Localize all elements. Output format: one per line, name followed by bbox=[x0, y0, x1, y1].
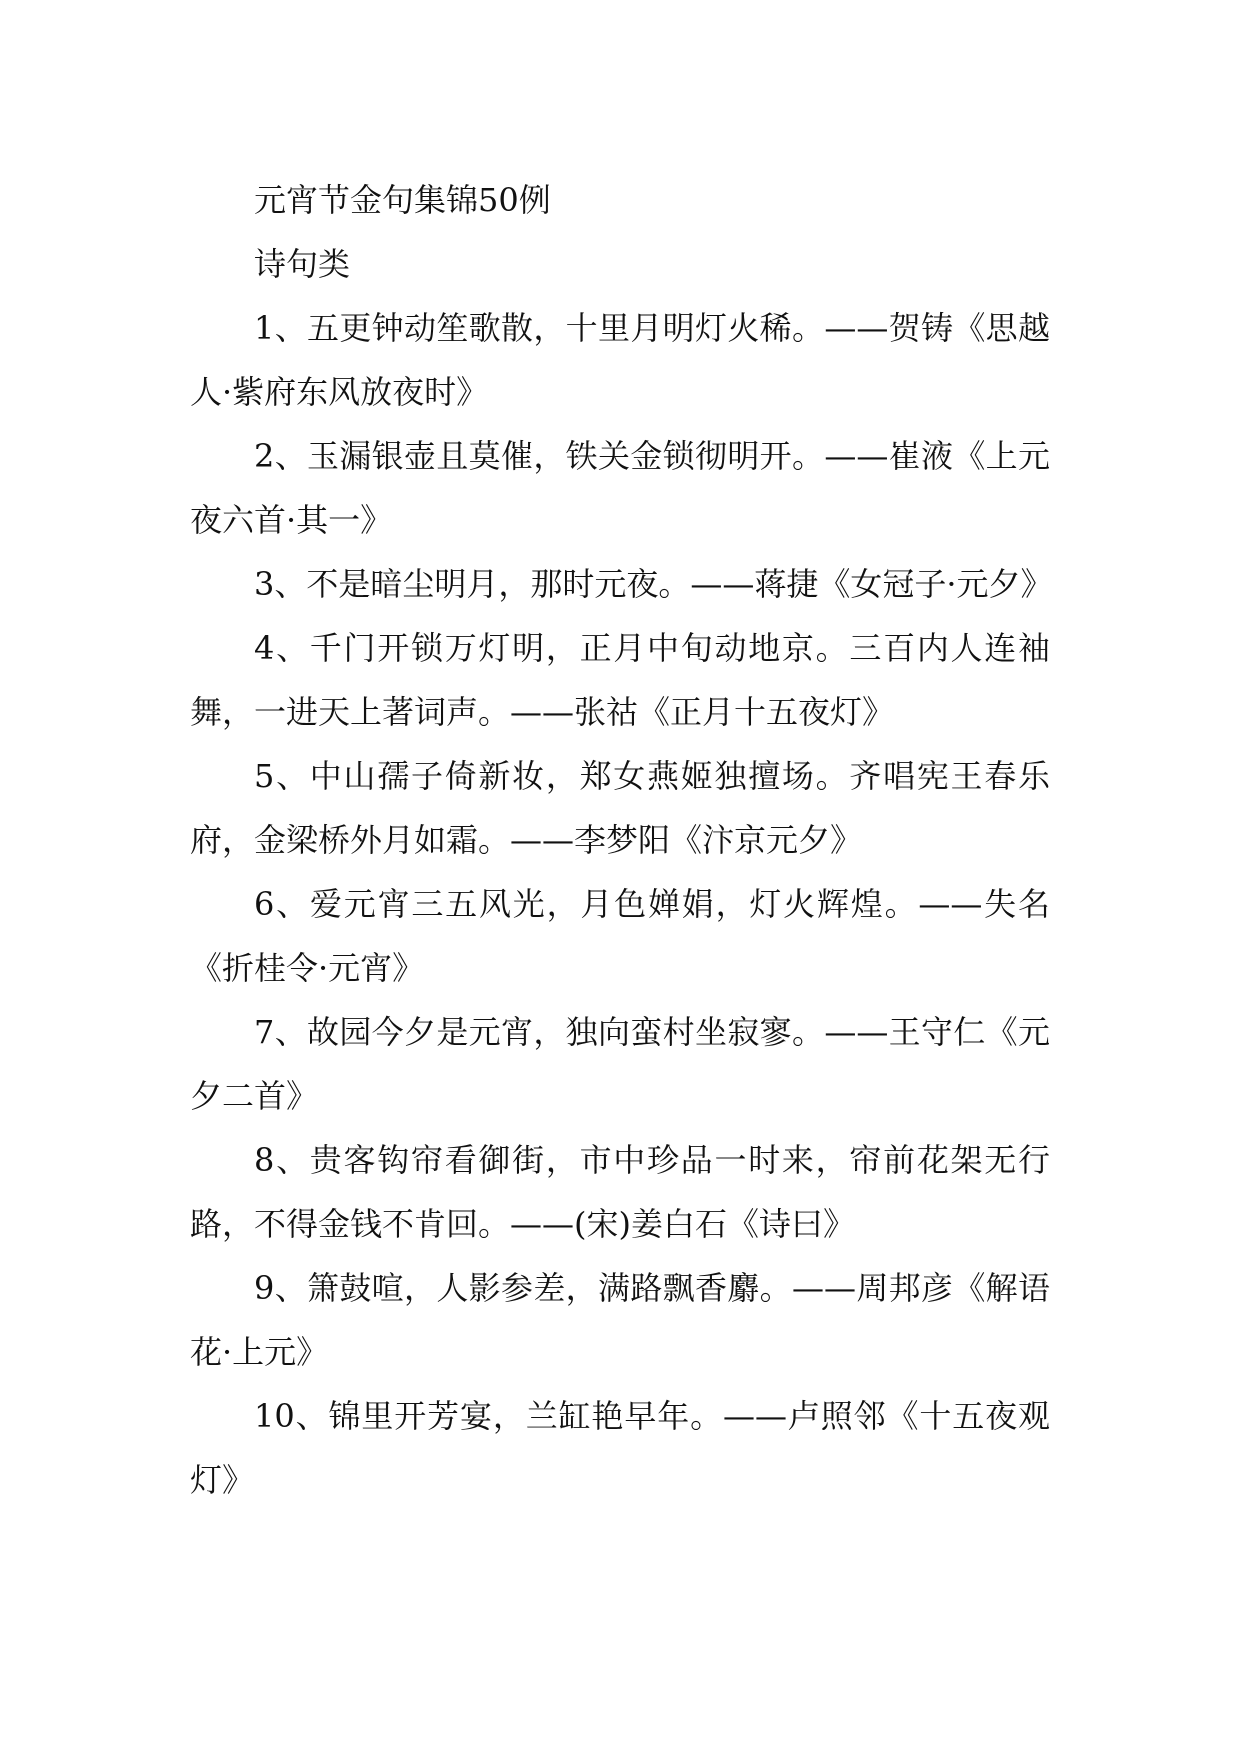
poem-item-2: 2、玉漏银壶且莫催，铁关金锁彻明开。——崔液《上元夜六首·其一》 bbox=[190, 437, 1050, 539]
document-body bbox=[190, 168, 1053, 1512]
poem-item-3: 3、不是暗尘明月，那时元夜。——蒋捷《女冠子·元夕》 bbox=[254, 565, 1053, 603]
poem-item-1: 1、五更钟动笙歌散，十里月明灯火稀。——贺铸《思越人·紫府东风放夜时》 bbox=[190, 309, 1050, 411]
poem-item-4: 4、千门开锁万灯明，正月中旬动地京。三百内人连袖舞，一进天上著词声。——张祜《正月十五夜灯》 bbox=[190, 629, 1050, 731]
poem-item-9: 9、箫鼓喧，人影参差，满路飘香麝。——周邦彦《解语花·上元》 bbox=[190, 1269, 1050, 1371]
poem-item-5: 5、中山孺子倚新妆，郑女燕姬独擅场。齐唱宪王春乐府，金梁桥外月如霜。——李梦阳《汴京元夕》 bbox=[190, 757, 1050, 859]
poem-item-7: 7、故园今夕是元宵，独向蛮村坐寂寥。——王守仁《元夕二首》 bbox=[190, 1013, 1050, 1115]
poem-item-8: 8、贵客钩帘看御街，市中珍品一时来，帘前花架无行路，不得金钱不肯回。——(宋)姜白石《诗曰》 bbox=[190, 1141, 1050, 1243]
poem-item-6: 6、爱元宵三五风光，月色婵娟，灯火辉煌。——失名《折桂令·元宵》 bbox=[190, 885, 1050, 987]
document-title: 元宵节金句集锦50例 bbox=[254, 181, 551, 219]
section-title: 诗句类 bbox=[254, 245, 351, 283]
poem-item-10: 10、锦里开芳宴，兰缸艳早年。——卢照邻《十五夜观灯》 bbox=[190, 1397, 1050, 1499]
